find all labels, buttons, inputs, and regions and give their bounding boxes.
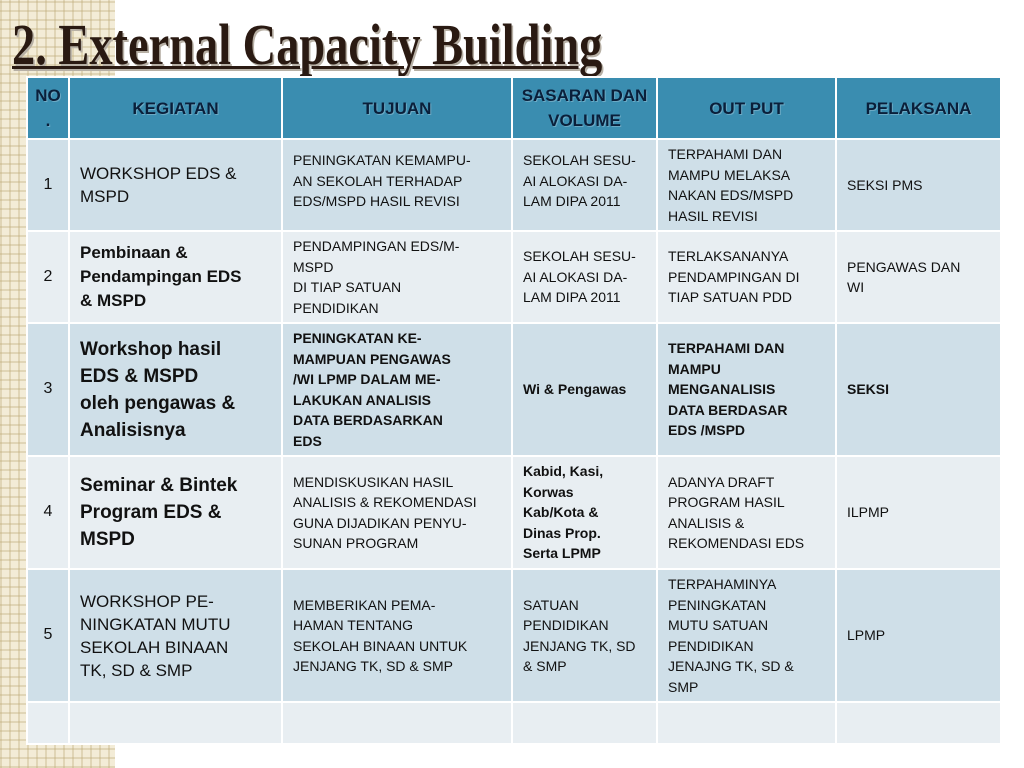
- table-row: [27, 231, 1001, 323]
- cell-no: 2: [27, 231, 69, 323]
- slide-title: 2. External Capacity Building: [12, 12, 603, 77]
- cell-output: TERPAHAMI DAN MAMPU MELAKSA NAKAN EDS/MSPD HASIL REVISI: [657, 139, 836, 231]
- cell-tujuan: MENDISKUSIKAN HASIL ANALISIS & REKOMENDASI GUNA DIJADIKAN PENYU- SUNAN PROGRAM: [282, 456, 512, 569]
- cell-tujuan: PENINGKATAN KEMAMPU- AN SEKOLAH TERHADAP EDS/MSPD HASIL REVISI: [282, 139, 512, 231]
- cell-sasaran: SEKOLAH SESU- AI ALOKASI DA- LAM DIPA 2011: [512, 139, 657, 231]
- cell-pelaksana: SEKSI: [836, 323, 1001, 456]
- cell-kegiatan: Seminar & Bintek Program EDS & MSPD: [69, 456, 282, 569]
- table-row: [27, 456, 1001, 569]
- cell-pelaksana: SEKSI PMS: [836, 139, 1001, 231]
- empty-cell: [69, 702, 282, 744]
- cell-sasaran: Kabid, Kasi, Korwas Kab/Kota & Dinas Prop. Serta LPMP: [512, 456, 657, 569]
- cell-pelaksana: PENGAWAS DAN WI: [836, 231, 1001, 323]
- cell-no: 3: [27, 323, 69, 456]
- cell-tujuan: PENINGKATAN KE- MAMPUAN PENGAWAS /WI LPMP DALAM ME- LAKUKAN ANALISIS DATA BERDASARKAN EDS: [282, 323, 512, 456]
- empty-cell: [657, 702, 836, 744]
- cell-no: 5: [27, 569, 69, 702]
- cell-tujuan: MEMBERIKAN PEMA- HAMAN TENTANG SEKOLAH BINAAN UNTUK JENJANG TK, SD & SMP: [282, 569, 512, 702]
- capacity-building-table: [26, 76, 1002, 745]
- cell-output: TERPAHAMI DAN MAMPU MENGANALISIS DATA BERDASAR EDS /MSPD: [657, 323, 836, 456]
- cell-sasaran: SEKOLAH SESU- AI ALOKASI DA- LAM DIPA 2011: [512, 231, 657, 323]
- empty-cell: [282, 702, 512, 744]
- cell-kegiatan: WORKSHOP PE- NINGKATAN MUTU SEKOLAH BINAAN TK, SD & SMP: [69, 569, 282, 702]
- cell-output: TERPAHAMINYA PENINGKATAN MUTU SATUAN PENDIDIKAN JENAJNG TK, SD & SMP: [657, 569, 836, 702]
- header-sasaran: SASARAN DAN VOLUME: [512, 77, 657, 139]
- empty-cell: [512, 702, 657, 744]
- empty-cell: [27, 702, 69, 744]
- cell-sasaran: SATUAN PENDIDIKAN JENJANG TK, SD & SMP: [512, 569, 657, 702]
- cell-output: TERLAKSANANYA PENDAMPINGAN DI TIAP SATUAN PDD: [657, 231, 836, 323]
- header-output: OUT PUT: [657, 77, 836, 139]
- header-no: NO .: [27, 77, 69, 139]
- cell-kegiatan: Pembinaan & Pendampingan EDS & MSPD: [69, 231, 282, 323]
- cell-no: 4: [27, 456, 69, 569]
- cell-tujuan: PENDAMPINGAN EDS/M- MSPD DI TIAP SATUAN PENDIDIKAN: [282, 231, 512, 323]
- cell-pelaksana: LPMP: [836, 569, 1001, 702]
- cell-kegiatan: WORKSHOP EDS & MSPD: [69, 139, 282, 231]
- header-kegiatan: KEGIATAN: [69, 77, 282, 139]
- table-header-row: [27, 77, 1001, 139]
- cell-kegiatan: Workshop hasil EDS & MSPD oleh pengawas & Analisisnya: [69, 323, 282, 456]
- header-pelaksana: PELAKSANA: [836, 77, 1001, 139]
- table-row: [27, 323, 1001, 456]
- table-row: [27, 139, 1001, 231]
- table-row: [27, 569, 1001, 702]
- empty-cell: [836, 702, 1001, 744]
- empty-table-row: [27, 702, 1001, 744]
- cell-no: 1: [27, 139, 69, 231]
- cell-pelaksana: ILPMP: [836, 456, 1001, 569]
- cell-sasaran: Wi & Pengawas: [512, 323, 657, 456]
- header-tujuan: TUJUAN: [282, 77, 512, 139]
- cell-output: ADANYA DRAFT PROGRAM HASIL ANALISIS & REKOMENDASI EDS: [657, 456, 836, 569]
